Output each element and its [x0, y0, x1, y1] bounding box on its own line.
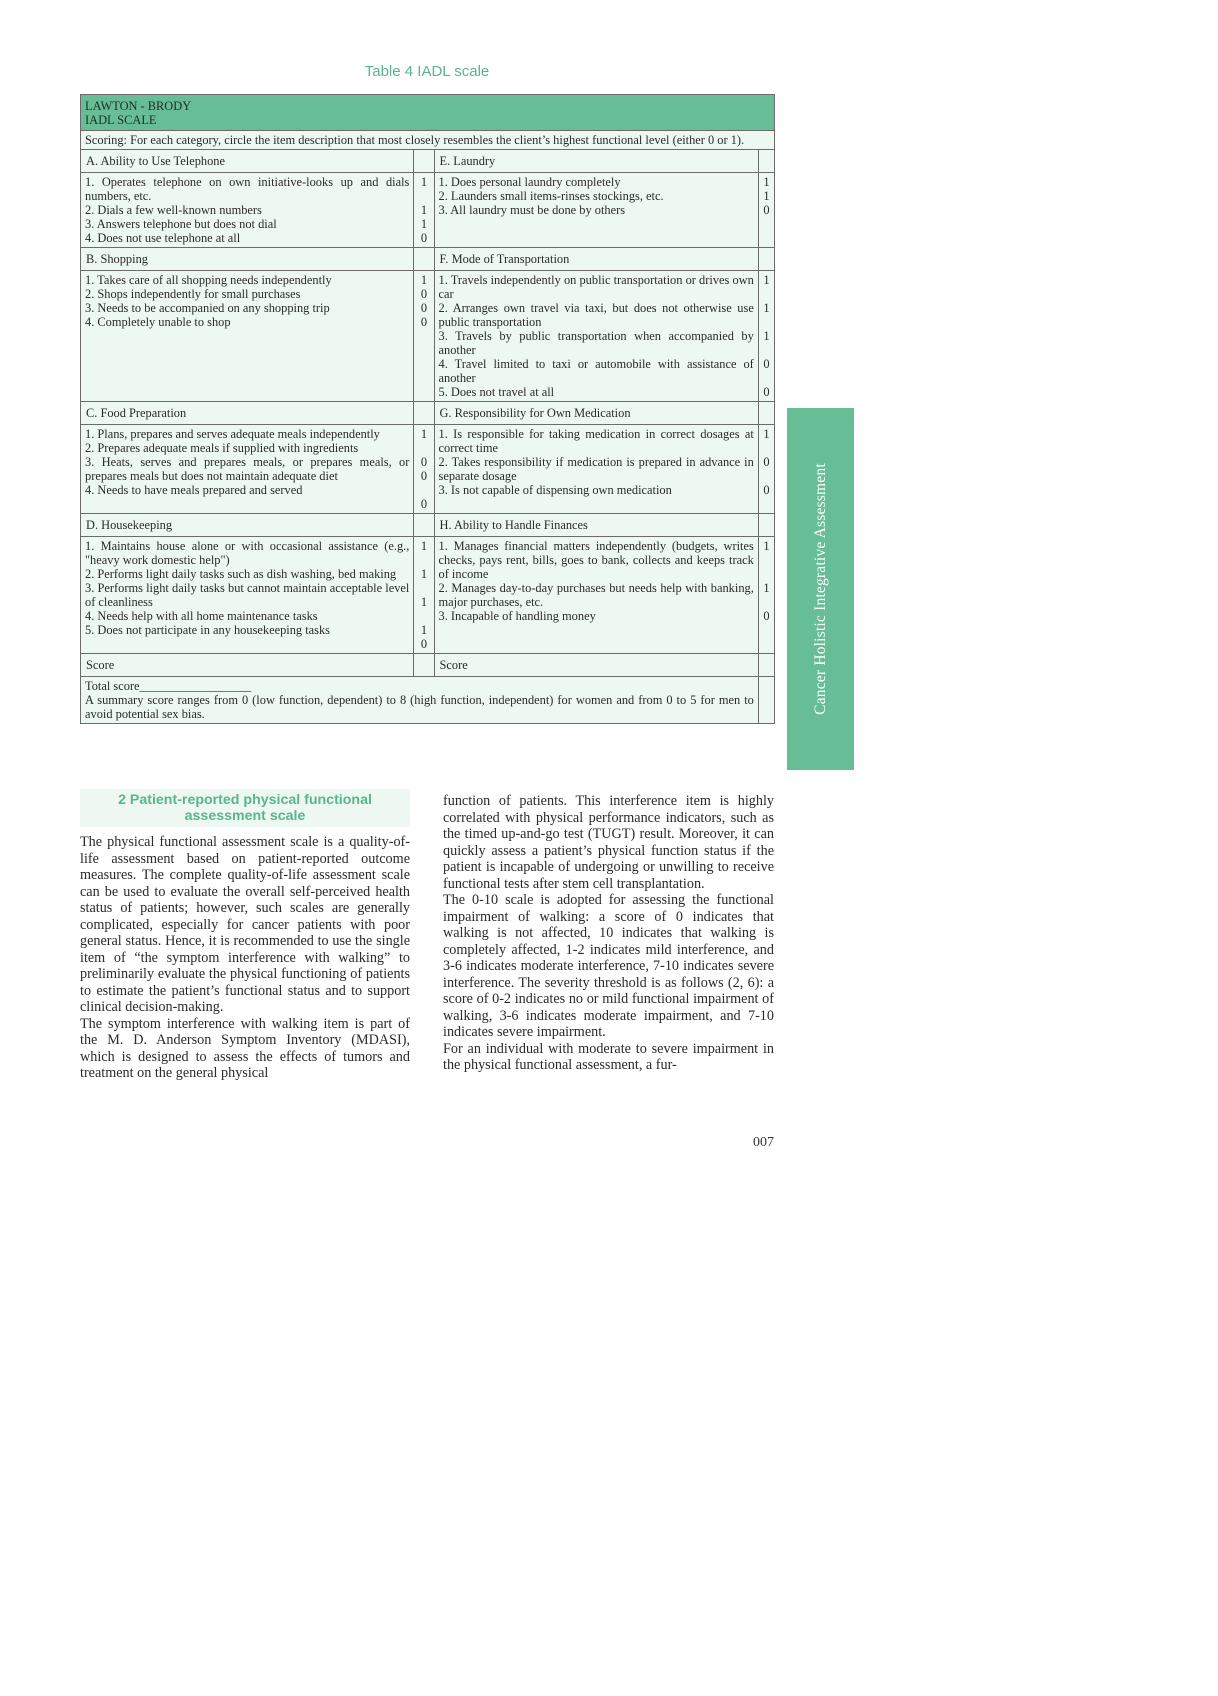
item-score: 1: [763, 581, 770, 595]
item-score: 0: [763, 357, 770, 371]
item-score: 1: [420, 203, 428, 217]
summary-note: A summary score ranges from 0 (low function, dependent) to 8 (high function, independent) for women and from 0 to 5 for men to avoid potential sex bias.: [85, 693, 754, 721]
score-label: Score: [81, 654, 414, 677]
item-score: 0: [420, 231, 428, 245]
category-header: G. Responsibility for Own Medication: [434, 402, 758, 425]
paragraph: The symptom interference with walking item is part of the M. D. Anderson Symptom Inventory (MDASI), which is designed to assess the effects of tumors and treatment on the general physical: [80, 1015, 410, 1081]
list-item: 1. Travels independently on public transportation or drives own car: [438, 273, 754, 301]
paragraph: function of patients. This interference item is highly correlated with physical performance indicators, such as the timed up-and-go test (TUGT) result. Moreover, it can quickly assess a patient’s physical function status if the patient is incapable of undergoing or unwilling to receive functional tests after stem cell transplantation.: [443, 793, 774, 892]
list-item: 1. Manages financial matters independently (budgets, writes checks, pays rent, bills, goes to bank, collects and keeps track of income: [438, 539, 754, 581]
item-score: 1: [763, 189, 770, 203]
item-score: 1: [763, 427, 770, 441]
total-score-cell: [81, 677, 759, 724]
category-header: H. Ability to Handle Finances: [434, 514, 758, 537]
page-number: 007: [753, 1135, 774, 1150]
table-row: [81, 271, 775, 402]
list-item: 3. Answers telephone but does not dial: [85, 217, 277, 231]
table-title: [81, 95, 775, 131]
section-heading: 2 Patient-reported physical functional assessment scale: [80, 789, 410, 827]
item-score: 0: [763, 385, 770, 399]
total-score-line: Total score__________________: [85, 679, 252, 693]
paragraph: The 0-10 scale is adopted for assessing the functional impairment of walking: a score of 0 indicates that walking is not affected, 10 indicates that walking is completely affected, 1-2 indicates mild interference, and 3-6 indicates moderate interference, 7-10 indicates severe interference. The severity threshold is as follows (2, 6): a score of 0-2 indicates no or mild functional impairment of walking, 3-6 indicates moderate impairment, and 7-10 indicates severe impairment.: [443, 892, 774, 1040]
left-column: [80, 834, 410, 1082]
item-score: 0: [420, 637, 428, 651]
table-caption: Table 4 IADL scale: [364, 63, 490, 80]
paragraph: The physical functional assessment scale is a quality-of-life assessment based on patient-reported outcome measures. The complete quality-of-life assessment scale can be used to evaluate the overall self-perceived health status of patients; however, such scales are generally complicated, especially for cancer patients with poor general status. Hence, it is recommended to use the single item of “the symptom interference with walking” to preliminarily evaluate the physical functioning of patients to estimate the patient’s functional status and to support clinical decision-making.: [80, 834, 410, 1015]
list-item: 2. Prepares adequate meals if supplied with ingredients: [85, 441, 359, 455]
item-score: 0: [420, 315, 428, 329]
iadl-table: [80, 94, 775, 724]
item-score: 1: [763, 273, 770, 287]
item-score: 0: [420, 497, 428, 511]
item-score: 1: [763, 175, 770, 189]
table-row: [81, 537, 775, 654]
list-item: 2. Shops independently for small purchases: [85, 287, 301, 301]
list-item: 4. Does not use telephone at all: [85, 231, 241, 245]
list-item: 5. Does not travel at all: [438, 385, 555, 399]
list-item: 1. Does personal laundry completely: [438, 175, 621, 189]
item-score: 1: [420, 217, 428, 231]
list-item: 4. Needs help with all home maintenance tasks: [85, 609, 318, 623]
item-score: 0: [420, 287, 428, 301]
list-item: 3. Performs light daily tasks but cannot maintain acceptable level of cleanliness: [85, 581, 410, 609]
item-score: 1: [420, 539, 428, 553]
paragraph: For an individual with moderate to severe impairment in the physical functional assessment, a fur-: [443, 1040, 774, 1073]
list-item: 4. Completely unable to shop: [85, 315, 231, 329]
list-item: 2. Performs light daily tasks such as dish washing, bed making: [85, 567, 397, 581]
score-label: Score: [434, 654, 758, 677]
item-score: 1: [763, 301, 770, 315]
category-header: B. Shopping: [81, 248, 414, 271]
list-item: 5. Does not participate in any housekeeping tasks: [85, 623, 330, 637]
list-item: 3. Is not capable of dispensing own medication: [438, 483, 672, 497]
side-tab-label: Cancer Holistic Integrative Assessment: [811, 463, 829, 715]
item-score: 1: [420, 595, 428, 609]
table-row: [81, 173, 775, 248]
table-row: [81, 425, 775, 514]
item-score: 1: [420, 175, 428, 189]
list-item: 1. Is responsible for taking medication in correct dosages at correct time: [438, 427, 754, 455]
list-item: 2. Launders small items-rinses stockings, etc.: [438, 189, 664, 203]
item-score: 1: [763, 329, 770, 343]
item-score: 0: [763, 609, 770, 623]
item-score: 1: [420, 427, 428, 441]
item-score: 1: [420, 567, 428, 581]
list-item: 3. All laundry must be done by others: [438, 203, 626, 217]
item-score: 0: [763, 455, 770, 469]
table-title-line1: LAWTON - BRODY: [85, 99, 192, 113]
category-header: A. Ability to Use Telephone: [81, 150, 414, 173]
list-item: 2. Dials a few well-known numbers: [85, 203, 262, 217]
list-item: 2. Manages day-to-day purchases but needs help with banking, major purchases, etc.: [438, 581, 754, 609]
item-score: 1: [420, 273, 428, 287]
item-score: 0: [420, 455, 428, 469]
item-score: 0: [420, 301, 428, 315]
category-header: F. Mode of Transportation: [434, 248, 758, 271]
item-score: 1: [420, 623, 428, 637]
category-header: C. Food Preparation: [81, 402, 414, 425]
list-item: 3. Incapable of handling money: [438, 609, 596, 623]
category-header: E. Laundry: [434, 150, 758, 173]
list-item: 1. Takes care of all shopping needs independently: [85, 273, 332, 287]
list-item: 3. Needs to be accompanied on any shopping trip: [85, 301, 330, 315]
item-score: 0: [420, 469, 428, 483]
list-item: 4. Needs to have meals prepared and served: [85, 483, 303, 497]
item-score: 0: [763, 483, 770, 497]
side-tab: [787, 408, 854, 770]
list-item: 2. Takes responsibility if medication is prepared in advance in separate dosage: [438, 455, 754, 483]
table-title-line2: IADL SCALE: [85, 113, 157, 127]
list-item: 1. Plans, prepares and serves adequate meals independently: [85, 427, 380, 441]
scoring-note: Scoring: For each category, circle the item description that most closely resembles the client’s highest functional level (either 0 or 1).: [81, 131, 775, 150]
list-item: 2. Arranges own travel via taxi, but does not otherwise use public transportation: [438, 301, 754, 329]
item-score: 1: [763, 539, 770, 553]
list-item: 3. Heats, serves and prepares meals, or prepares meals, or prepares meals but does not maintain adequate diet: [85, 455, 410, 483]
list-item: 4. Travel limited to taxi or automobile with assistance of another: [438, 357, 754, 385]
category-header: D. Housekeeping: [81, 514, 414, 537]
list-item: 3. Travels by public transportation when accompanied by another: [438, 329, 754, 357]
list-item: 1. Operates telephone on own initiative-looks up and dials numbers, etc.: [85, 175, 410, 203]
right-column: [443, 793, 774, 1074]
list-item: 1. Maintains house alone or with occasional assistance (e.g., "heavy work domestic help"): [85, 539, 410, 567]
item-score: 0: [763, 203, 770, 217]
